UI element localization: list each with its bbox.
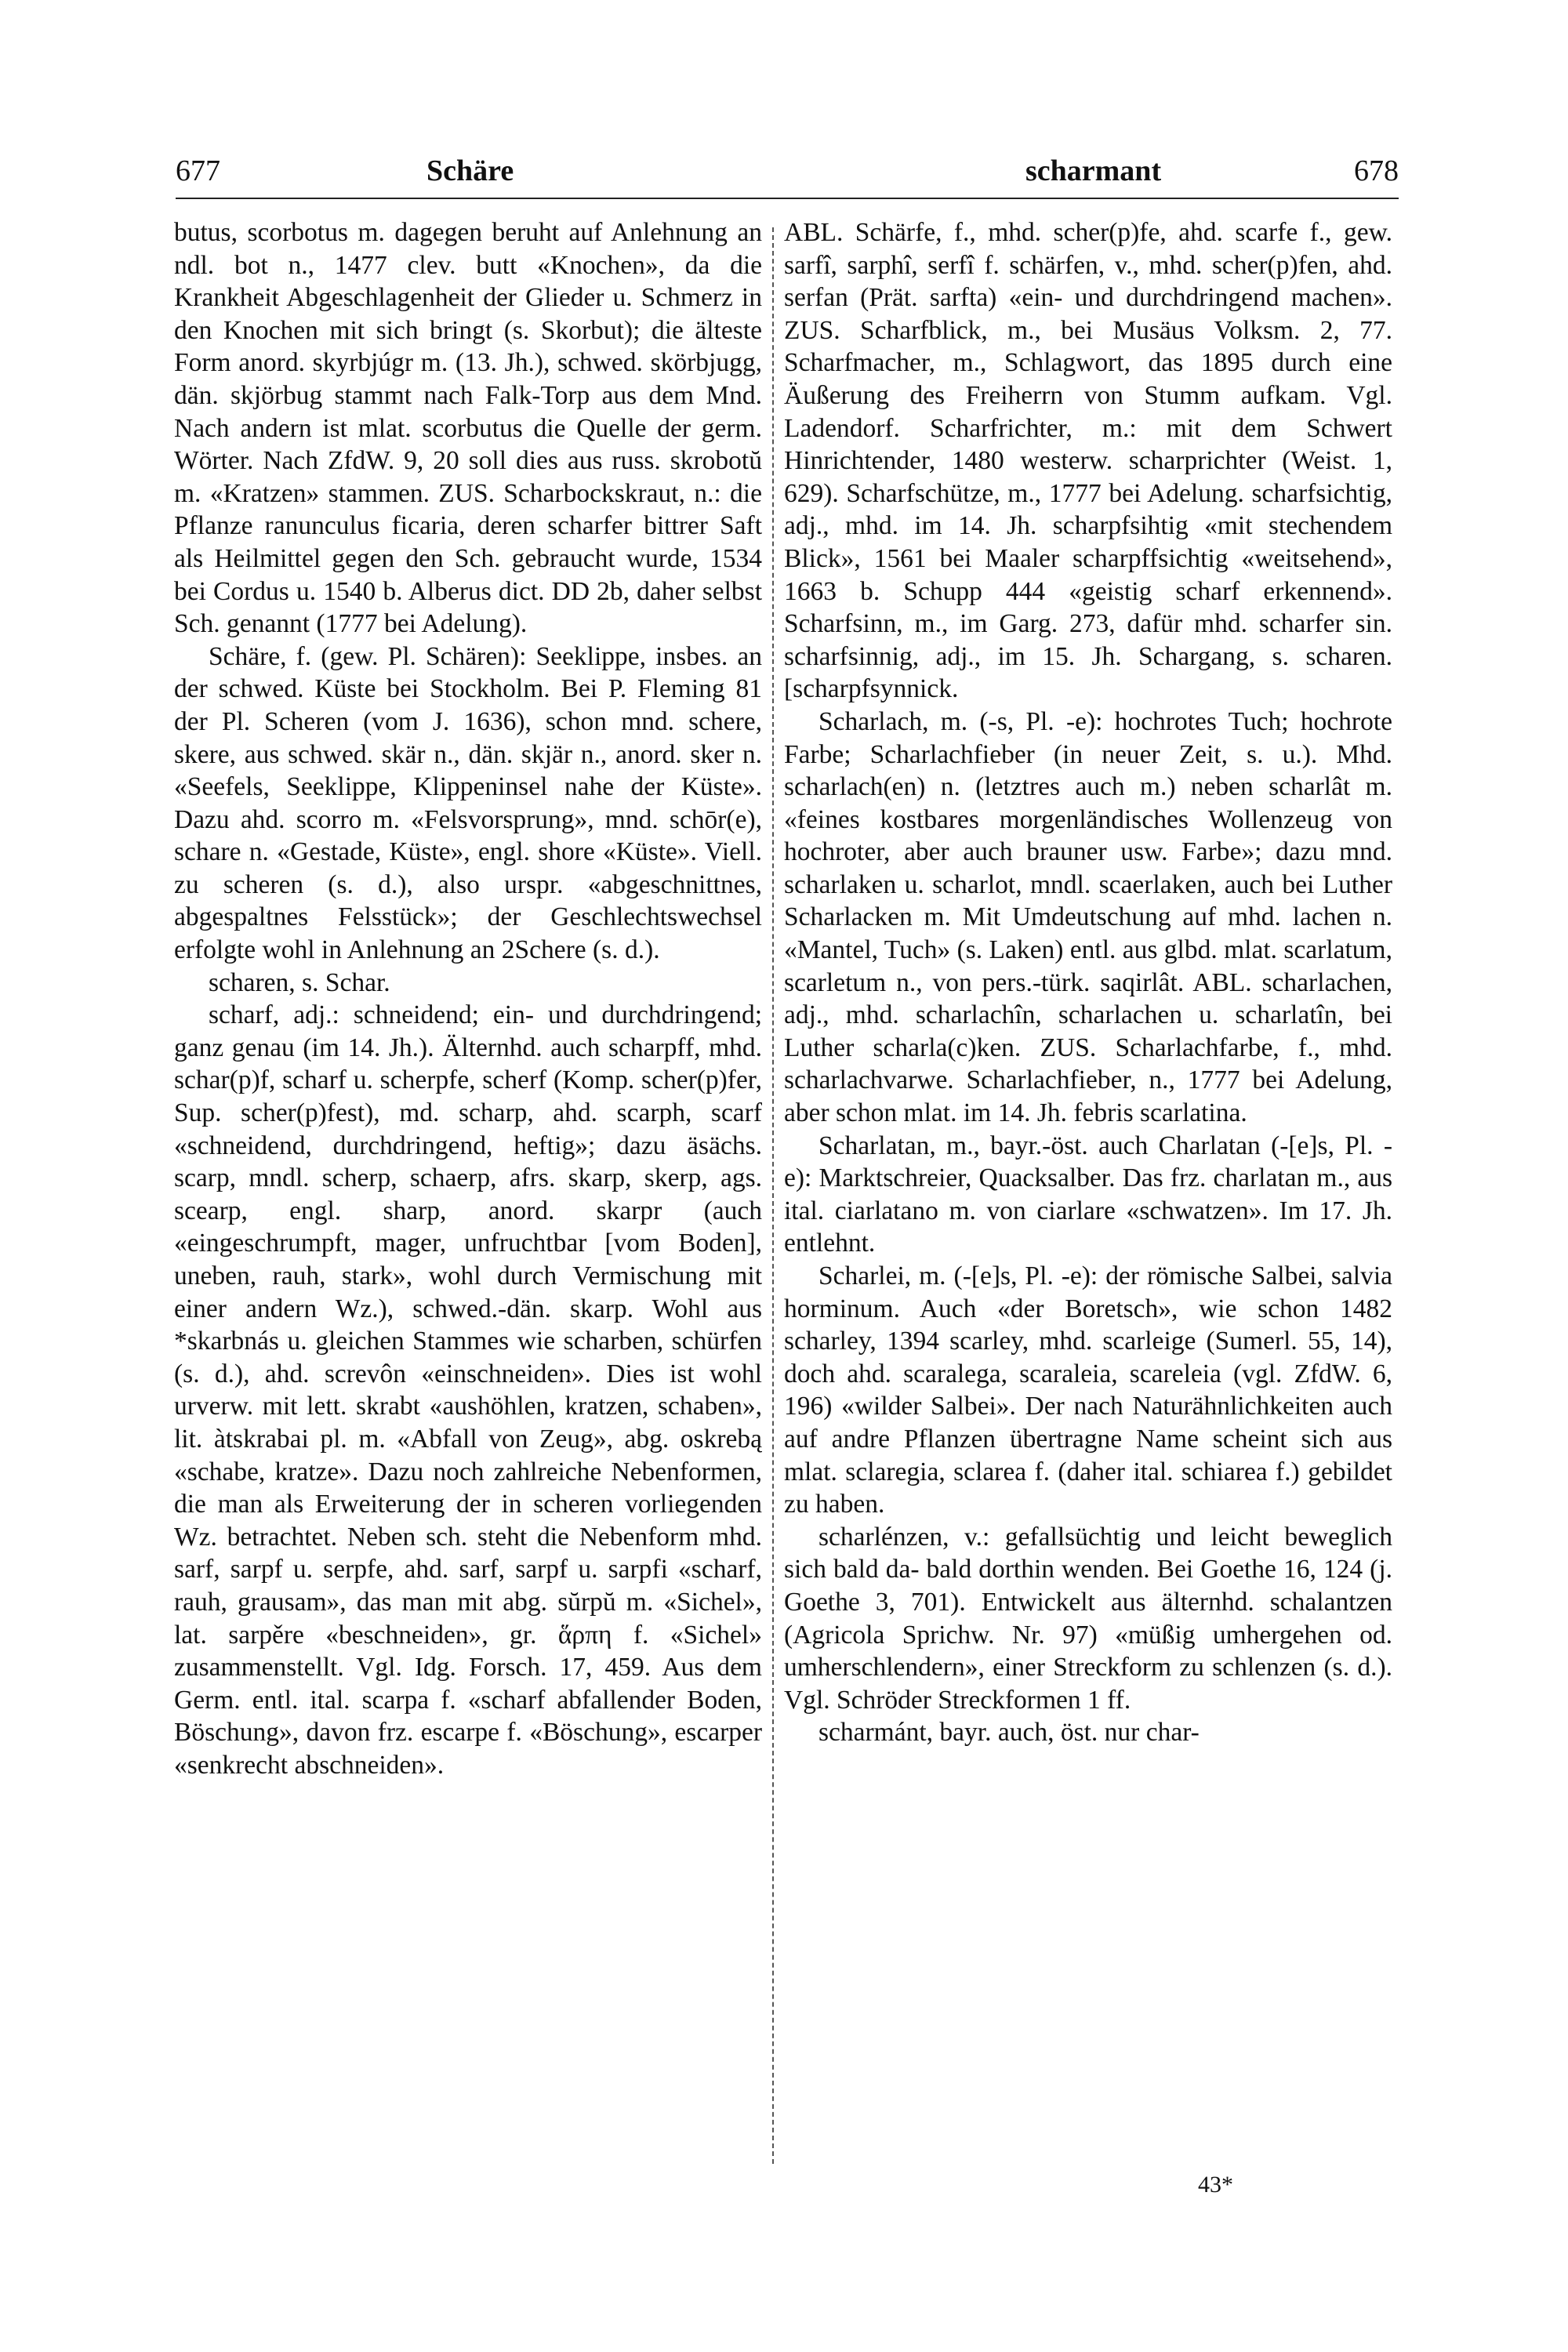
left-catchword: Schäre [426, 154, 514, 187]
right-catchword: scharmant [1025, 154, 1162, 187]
entry-scharf-derivatives: ABL. Schärfe, f., mhd. scher(p)fe, ahd. scarfe f., gew. sarfî, sarphî, serfî f. schärfen, v., mhd. scher(p)fen, ahd. serfan (Prät. sarfta) «ein- und durchdringend machen». ZUS. Scharfblick, m., bei Musäus Volksm. 2, 77. Scharfmacher, m., Schlagwort, das 1895 durch eine Äußerung des Freiherrn von Stumm aufkam. Vgl. Ladendorf. Scharfrichter, m.: mit dem Schwert Hinrichtender, 1480 westerw. scharprichter (Weist. 1, 629). Scharfschütze, m., 1777 bei Adelung. scharfsichtig, adj., mhd. im 14. Jh. scharpfsihtig «mit stechendem Blick», 1561 bei Maaler scharpffsichtig «weitsehend», 1663 b. Schupp 444 «geistig scharf erkennend». Scharfsinn, m., im Garg. 273, dafür mhd. scharfer sin. scharfsinnig, adj., im 15. Jh. Schargang, s. scharen. [scharpfsynnick. [784, 218, 1392, 704]
left-page-number: 677 [176, 154, 220, 187]
entry-scharf: scharf, adj.: schneidend; ein- und durchdringend; ganz genau (im 14. Jh.). Älternhd. auch scharpff, mhd. schar(p)f, scharf u. scherpfe, scherf (Komp. scher(p)fer, Sup. scher(p)fest), md. scharp, ahd. scarph, scarf «schneidend, durchdringend, heftig»; dazu äsächs. scarp, mndl. scherp, schaerp, afrs. skarp, skerp, ags. scearp, engl. sharp, anord. skarpr (auch «eingeschrumpft, mager, unfruchtbar [vom Boden], uneben, rauh, stark», wohl durch Vermischung mit einer andern Wz.), schwed.-dän. skarp. Wohl aus *skarbnás u. gleichen Stammes wie scharben, schürfen (s. d.), ahd. screvôn «einschneiden». Dies ist wohl urverw. mit lett. skrabt «aushöhlen, kratzen, schaben», lit. àtskrabai pl. m. «Abfall von Zeug», abg. oskrebą «schabe, kratze». Dazu noch zahlreiche Nebenformen, die man als Erweiterung der in scheren vorliegenden Wz. betrachtet. Neben sch. steht die Nebenform mhd. sarf, sarpf u. serpfe, ahd. sarf, sarpf u. sarpfi «scharf, rauh, grausam», das man mit abg. sŭrpŭ m. «Sichel», lat. sarpěre «beschneiden», gr. ἅρπη f. «Sichel» zusammenstellt. Vgl. Idg. Forsch. 17, 459. Aus dem Germ. entl. ital. scarpa f. «scharf abfallender Boden, Böschung», davon frz. escarpe f. «Böschung», escarper «senkrecht abschneiden». [174, 1000, 762, 1780]
right-column [784, 216, 1392, 2169]
entry-schaere: Schäre, f. (gew. Pl. Schären): Seeklippe, insbes. an der schwed. Küste bei Stockholm. Bei P. Fleming 81 der Pl. Scheren (vom J. 1636), schon mnd. schere, skere, aus schwed. skär n., dän. skjär n., anord. sker n. «Seefels, Seeklippe, Klippeninsel nahe der Küste». Dazu ahd. scorro m. «Felsvorsprung», mnd. schōr(e), schare n. «Gestade, Küste», engl. shore «Küste». Viell. zu scheren (s. d.), also urspr. «abgeschnittnes, abgespaltnes Felsstück»; der Geschlechtswechsel erfolgte wohl in Anlehnung an 2Schere (s. d.). [174, 641, 762, 965]
entry-scharlach: Scharlach, m. (-s, Pl. -e): hochrotes Tuch; hochrote Farbe; Scharlachfieber (in neuer Zeit, s. u.). Mhd. scharlach(en) n. (letztres auch m.) neben scharlât m. «feines kostbares morgenländisches Wollenzeug von hochroter, aber auch brauner usw. Farbe»; dazu mnd. scharlaken u. scharlot, mndl. scaerlaken, auch bei Luther Scharlacken m. Mit Umdeutschung auf mhd. lachen n. «Mantel, Tuch» (s. Laken) entl. aus glbd. mlat. scarlatum, scarletum n., von pers.-türk. saqirlât. ABL. scharlachen, adj., mhd. scharlachîn, scharlachen u. scharlatîn, bei Luther scharla(c)ken. ZUS. Scharlachfarbe, f., mhd. scharlachvarwe. Scharlachfieber, n., 1777 bei Adelung, aber schon mlat. im 14. Jh. febris scarlatina. [784, 706, 1392, 1128]
page-header [176, 147, 1399, 194]
entry-scharen: scharen, s. Schar. [209, 967, 390, 997]
column-divider [772, 227, 774, 2164]
entry-scharlatan: Scharlatan, m., bayr.-öst. auch Charlatan (-[e]s, Pl. -e): Marktschreier, Quacksalber. Das frz. charlatan m., aus ital. ciarlatano m. von ciarlare «schwatzen». Im 17. Jh. entlehnt. [784, 1131, 1392, 1258]
entry-scharmant: scharmánt, bayr. auch, öst. nur char- [818, 1718, 1200, 1748]
right-page-number: 678 [1354, 154, 1399, 187]
header-rule [176, 198, 1399, 199]
entry-scharlei: Scharlei, m. (-[e]s, Pl. -e): der römische Salbei, salvia horminum. Auch «der Boretsch», wie schon 1482 scharley, 1394 scarley, mhd. scarleige (Sumerl. 55, 14), doch ahd. scaralega, scaraleia, scareleia (vgl. ZfdW. 6, 196) «wilder Salbei». Der nach Naturähnlichkeiten auch auf andre Pflanzen übertragne Name scheint sich aus mlat. sclaregia, sclarea f. (daher ital. schiarea f.) gebildet zu haben. [784, 1261, 1392, 1519]
entry-scharlenzen: scharlénzen, v.: gefallsüchtig und leicht beweglich sich bald da- bald dorthin wenden. Bei Goethe 16, 124 (j. Goethe 3, 701). Entwickelt aus älternhd. schalantzen (Agricola Sprichw. Nr. 97) «müßig umhergehen od. umherschlendern», einer Streckform zu schlenzen (s. d.). Vgl. Schröder Streckformen 1 ff. [784, 1522, 1392, 1715]
left-column [174, 216, 762, 2169]
signature-mark: 43* [1198, 2172, 1233, 2198]
entry-scharbock-continuation: butus, scorbotus m. dagegen beruht auf Anlehnung an ndl. bot n., 1477 clev. butt «Knochen», da die Krankheit Abgeschlagenheit der Glieder u. Schmerz in den Knochen mit sich bringt (s. Skorbut); die älteste Form anord. skyrbjúgr m. (13. Jh.), schwed. skörbjugg, dän. skjörbug stammt nach Falk-Torp aus dem Mnd. Nach andern ist mlat. scorbutus die Quelle der germ. Wörter. Nach ZfdW. 9, 20 soll dies aus russ. skrobotŭ m. «Kratzen» stammen. ZUS. Scharbockskraut, n.: die Pflanze ranunculus ficaria, deren scharfer bittrer Saft als Heilmittel gegen den Sch. gebraucht wurde, 1534 bei Cordus u. 1540 b. Alberus dict. DD 2b, daher selbst Sch. genannt (1777 bei Adelung). [174, 218, 762, 639]
